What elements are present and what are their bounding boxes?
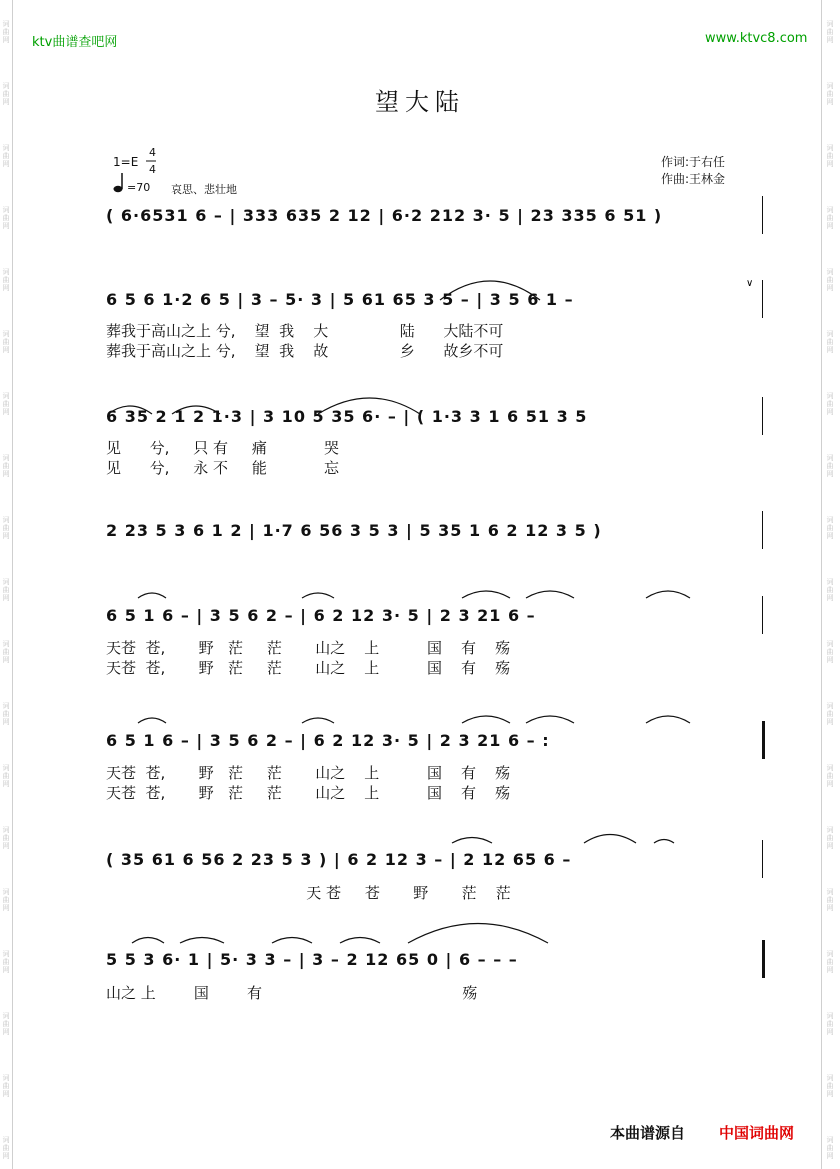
- key-signature: 1=E: [113, 155, 139, 169]
- watermark-text: 词曲网: [2, 268, 10, 292]
- watermark-text: 词曲网: [2, 392, 10, 416]
- slur-arc: [138, 718, 166, 723]
- slur-arc: [180, 938, 224, 944]
- lyric-verse-2: 天苍 苍, 野 茫 茫 山之 上 国 有 殇: [106, 659, 511, 677]
- slur-arc: [654, 840, 674, 844]
- slur-arc: [462, 591, 510, 598]
- lyric-verse-2: 天苍 苍, 野 茫 茫 山之 上 国 有 殇: [106, 784, 511, 802]
- watermark-text: 词曲网: [2, 950, 10, 974]
- lyric-verse-1: 天苍 苍, 野 茫 茫 山之 上 国 有 殇: [106, 639, 511, 657]
- watermark-text: 词曲网: [826, 20, 834, 44]
- slur-arc: [138, 593, 166, 598]
- slur-arc: [526, 591, 574, 598]
- time-signature-top: 4: [149, 146, 156, 159]
- slur-arc: [440, 281, 540, 300]
- watermark-text: 词曲网: [826, 578, 834, 602]
- breath-mark: ∨: [746, 278, 754, 289]
- slur-arc: [526, 716, 574, 723]
- watermark-text: 词曲网: [2, 516, 10, 540]
- watermark-text: 词曲网: [826, 268, 834, 292]
- slur-arc: [584, 835, 636, 844]
- watermark-text: 词曲网: [826, 330, 834, 354]
- watermark-text: 词曲网: [826, 206, 834, 230]
- notation-line: 6 5 1 6 – | 3 5 6 2 – | 6 2 12 3· 5 | 2 3 21 6 –: [106, 606, 536, 625]
- watermark-text: 词曲网: [826, 82, 834, 106]
- watermark-text: 词曲网: [2, 826, 10, 850]
- slur-arc: [462, 716, 510, 723]
- footer-source-label: 本曲谱源自: [610, 1124, 686, 1142]
- notation-line: ( 6·6531 6 – | 333 635 2 12 | 6·2 212 3· 5 | 23 335 6 51 ): [106, 206, 663, 225]
- footer-source-link[interactable]: 中国词曲网: [719, 1124, 795, 1142]
- slur-arc: [108, 406, 152, 414]
- song-title: 望大陆: [375, 88, 465, 116]
- slur-arc: [646, 716, 690, 723]
- lyric-verse-1: 山之 上 国 有 殇: [106, 984, 478, 1002]
- watermark-text: 词曲网: [2, 144, 10, 168]
- watermark-text: 词曲网: [2, 1012, 10, 1036]
- watermark-text: 词曲网: [2, 330, 10, 354]
- watermark-text: 词曲网: [826, 640, 834, 664]
- watermark-text: 词曲网: [826, 516, 834, 540]
- watermark-text: 词曲网: [2, 1136, 10, 1160]
- composer: 作曲:王林金: [661, 172, 726, 186]
- watermark-text: 词曲网: [826, 1012, 834, 1036]
- slur-arc: [302, 593, 334, 598]
- watermark-text: 词曲网: [2, 888, 10, 912]
- watermark-text: 词曲网: [826, 454, 834, 478]
- notation-line: ( 35 61 6 56 2 23 5 3 ) | 6 2 12 3 – | 2 12 65 6 –: [106, 850, 572, 869]
- watermark-text: 词曲网: [826, 1136, 834, 1160]
- header-site-url[interactable]: www.ktvc8.com: [705, 31, 808, 46]
- notation-line: 5 5 3 6· 1 | 5· 3 3 – | 3 – 2 12 65 0 | 6 – – –: [106, 950, 518, 969]
- watermark-text: 词曲网: [2, 454, 10, 478]
- lyricist: 作词:于右任: [661, 155, 726, 169]
- watermark-text: 词曲网: [826, 888, 834, 912]
- watermark-text: 词曲网: [2, 764, 10, 788]
- slur-arc: [318, 398, 420, 414]
- watermark-text: 词曲网: [826, 1074, 834, 1098]
- time-signature-bottom: 4: [149, 163, 156, 176]
- slur-arc: [646, 591, 690, 598]
- slur-arc: [132, 938, 164, 944]
- notation-line: 6 5 1 6 – | 3 5 6 2 – | 6 2 12 3· 5 | 2 3 21 6 – :: [106, 731, 550, 750]
- watermark-text: 词曲网: [2, 20, 10, 44]
- lyric-verse-2: 葬我于高山之上 兮, 望 我 故 乡 故乡不可: [106, 342, 504, 360]
- watermark-text: 词曲网: [2, 640, 10, 664]
- lyric-verse-2: 见 兮, 永 不 能 忘: [106, 459, 340, 477]
- mood-marking: 哀思、悲壮地: [171, 183, 237, 196]
- watermark-text: 词曲网: [2, 82, 10, 106]
- watermark-text: 词曲网: [2, 206, 10, 230]
- slur-arc: [172, 406, 220, 414]
- notation-line: 6 35 2 1 2 1·3 | 3 10 5 35 6· – | ( 1·3 3 1 6 51 3 5: [106, 407, 588, 426]
- watermark-text: 词曲网: [826, 144, 834, 168]
- lyric-verse-1: 天 苍 苍 野 茫 茫: [106, 884, 511, 902]
- watermark-text: 词曲网: [2, 1074, 10, 1098]
- slur-arc: [452, 838, 492, 844]
- watermark-text: 词曲网: [826, 950, 834, 974]
- watermark-text: 词曲网: [826, 702, 834, 726]
- watermark-text: 词曲网: [2, 578, 10, 602]
- slur-arc: [408, 924, 548, 944]
- slur-arc: [340, 938, 380, 944]
- watermark-text: 词曲网: [826, 826, 834, 850]
- slur-arc: [302, 718, 334, 723]
- watermark-text: 词曲网: [2, 702, 10, 726]
- slur-arc: [272, 938, 312, 944]
- watermark-text: 词曲网: [826, 764, 834, 788]
- lyric-verse-1: 葬我于高山之上 兮, 望 我 大 陆 大陆不可: [106, 322, 504, 340]
- tempo: =70: [127, 181, 151, 194]
- header-site-name[interactable]: ktv曲谱查吧网: [32, 35, 118, 50]
- notation-line: 6 5 6 1·2 6 5 | 3 – 5· 3 | 5 61 65 3 5 – | 3 5 6 1 –: [106, 290, 574, 309]
- watermark-text: 词曲网: [826, 392, 834, 416]
- notation-line: 2 23 5 3 6 1 2 | 1·7 6 56 3 5 3 | 5 35 1 6 2 12 3 5 ): [106, 521, 602, 540]
- lyric-verse-1: 天苍 苍, 野 茫 茫 山之 上 国 有 殇: [106, 764, 511, 782]
- lyric-verse-1: 见 兮, 只 有 痛 哭: [106, 439, 340, 457]
